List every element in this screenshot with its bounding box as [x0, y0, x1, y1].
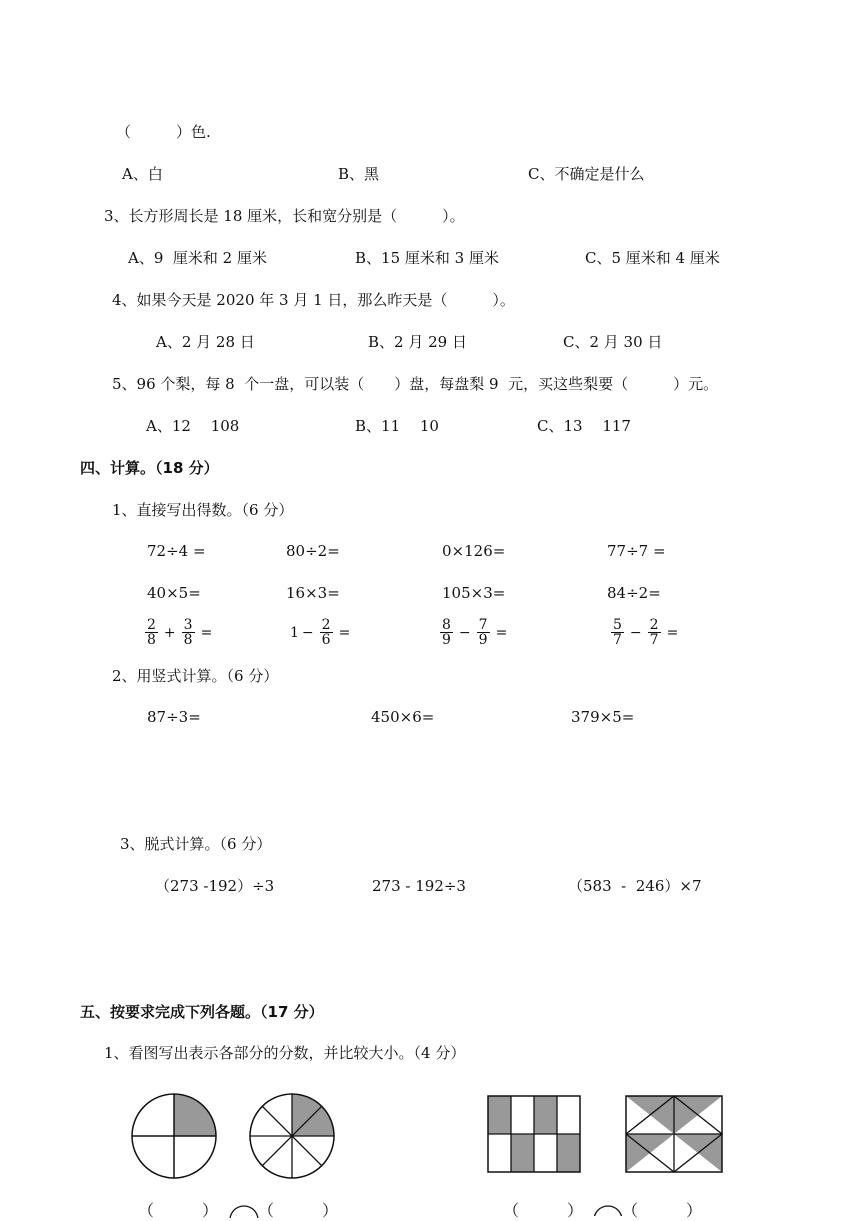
calc-item: 105×3= — [442, 584, 506, 602]
fraction-expression: 5 7 − $\frac{2}{7}$ = — [613, 617, 679, 648]
q5-option-b: B、11 10 — [355, 417, 439, 435]
calc-item: 77÷7 = — [607, 542, 666, 560]
q3-option-c: C、5 厘米和 4 厘米 — [585, 249, 720, 267]
part-3-title: 3、脱式计算。（6 分） — [120, 835, 272, 853]
section-5-title: 五、按要求完成下列各题。（17 分） — [80, 1003, 324, 1021]
q4-option-b: B、2 月 29 日 — [368, 333, 467, 351]
rectangle-diamond-figure — [624, 1094, 724, 1176]
q5-option-c: C、13 117 — [537, 417, 631, 435]
q2-option-c: C、不确定是什么 — [528, 165, 645, 183]
circle-quarter-figure — [128, 1090, 220, 1182]
fraction-expression: 2 8 + $\frac{3}{8}$ = — [147, 617, 213, 648]
calc-item: 16×3= — [286, 584, 340, 602]
answer-blank-right-1[interactable]: （ ） — [503, 1201, 584, 1220]
calc-item: 84÷2= — [607, 584, 661, 602]
q2-option-a: A、白 — [122, 165, 163, 183]
circle-eighths-figure — [246, 1090, 338, 1182]
vertical-calc-item: 87÷3= — [147, 708, 201, 726]
stepwise-calc-item: 273 - 192÷3 — [372, 877, 466, 895]
calc-item: 0×126= — [442, 542, 506, 560]
q3-option-a: A、9 厘米和 2 厘米 — [128, 249, 267, 267]
q5-option-a: A、12 108 — [146, 417, 240, 435]
stepwise-calc-item: （273 -192）÷3 — [155, 877, 275, 895]
fraction-expression: 8 9 − $\frac{7}{9}$ = — [442, 617, 508, 648]
q3-option-b: B、15 厘米和 3 厘米 — [355, 249, 499, 267]
calc-item: 40×5= — [147, 584, 201, 602]
stepwise-calc-item: （583 - 246）×7 — [568, 877, 702, 895]
q4-option-a: A、2 月 28 日 — [156, 333, 255, 351]
q2-blank: （ ）色. — [116, 123, 211, 141]
vertical-calc-item: 450×6= — [371, 708, 435, 726]
fraction-expression: 1 − $\frac{2}{6}$ = — [290, 617, 351, 648]
rectangle-grid-figure — [486, 1094, 584, 1176]
vertical-calc-item: 379×5= — [571, 708, 635, 726]
q2-option-b: B、黑 — [338, 165, 380, 183]
section-4-title: 四、计算。（18 分） — [80, 459, 219, 477]
answer-blank-right-2[interactable]: （ ） — [622, 1201, 703, 1220]
q4-option-c: C、2 月 30 日 — [563, 333, 663, 351]
q5-stem: 5、96 个梨，每 8 个一盘，可以装（ ）盘，每盘梨 9 元，买这些梨要（ ）元。 — [112, 375, 719, 393]
part-1-title: 1、直接写出得数。（6 分） — [112, 501, 294, 519]
answer-blank-left-1[interactable]: （ ） — [138, 1201, 219, 1220]
calc-item: 80÷2= — [286, 542, 340, 560]
q3-stem: 3、长方形周长是 18 厘米，长和宽分别是（ ）。 — [104, 207, 465, 225]
part-2-title: 2、用竖式计算。（6 分） — [112, 667, 279, 685]
part-1-title: 1、看图写出表示各部分的分数，并比较大小。（4 分） — [104, 1044, 466, 1062]
q4-stem: 4、如果今天是 2020 年 3 月 1 日，那么昨天是（ ）。 — [112, 291, 515, 309]
answer-blank-left-2[interactable]: （ ） — [258, 1201, 339, 1220]
compare-circle-icon[interactable] — [592, 1204, 624, 1216]
calc-item: 72÷4 = — [147, 542, 206, 560]
